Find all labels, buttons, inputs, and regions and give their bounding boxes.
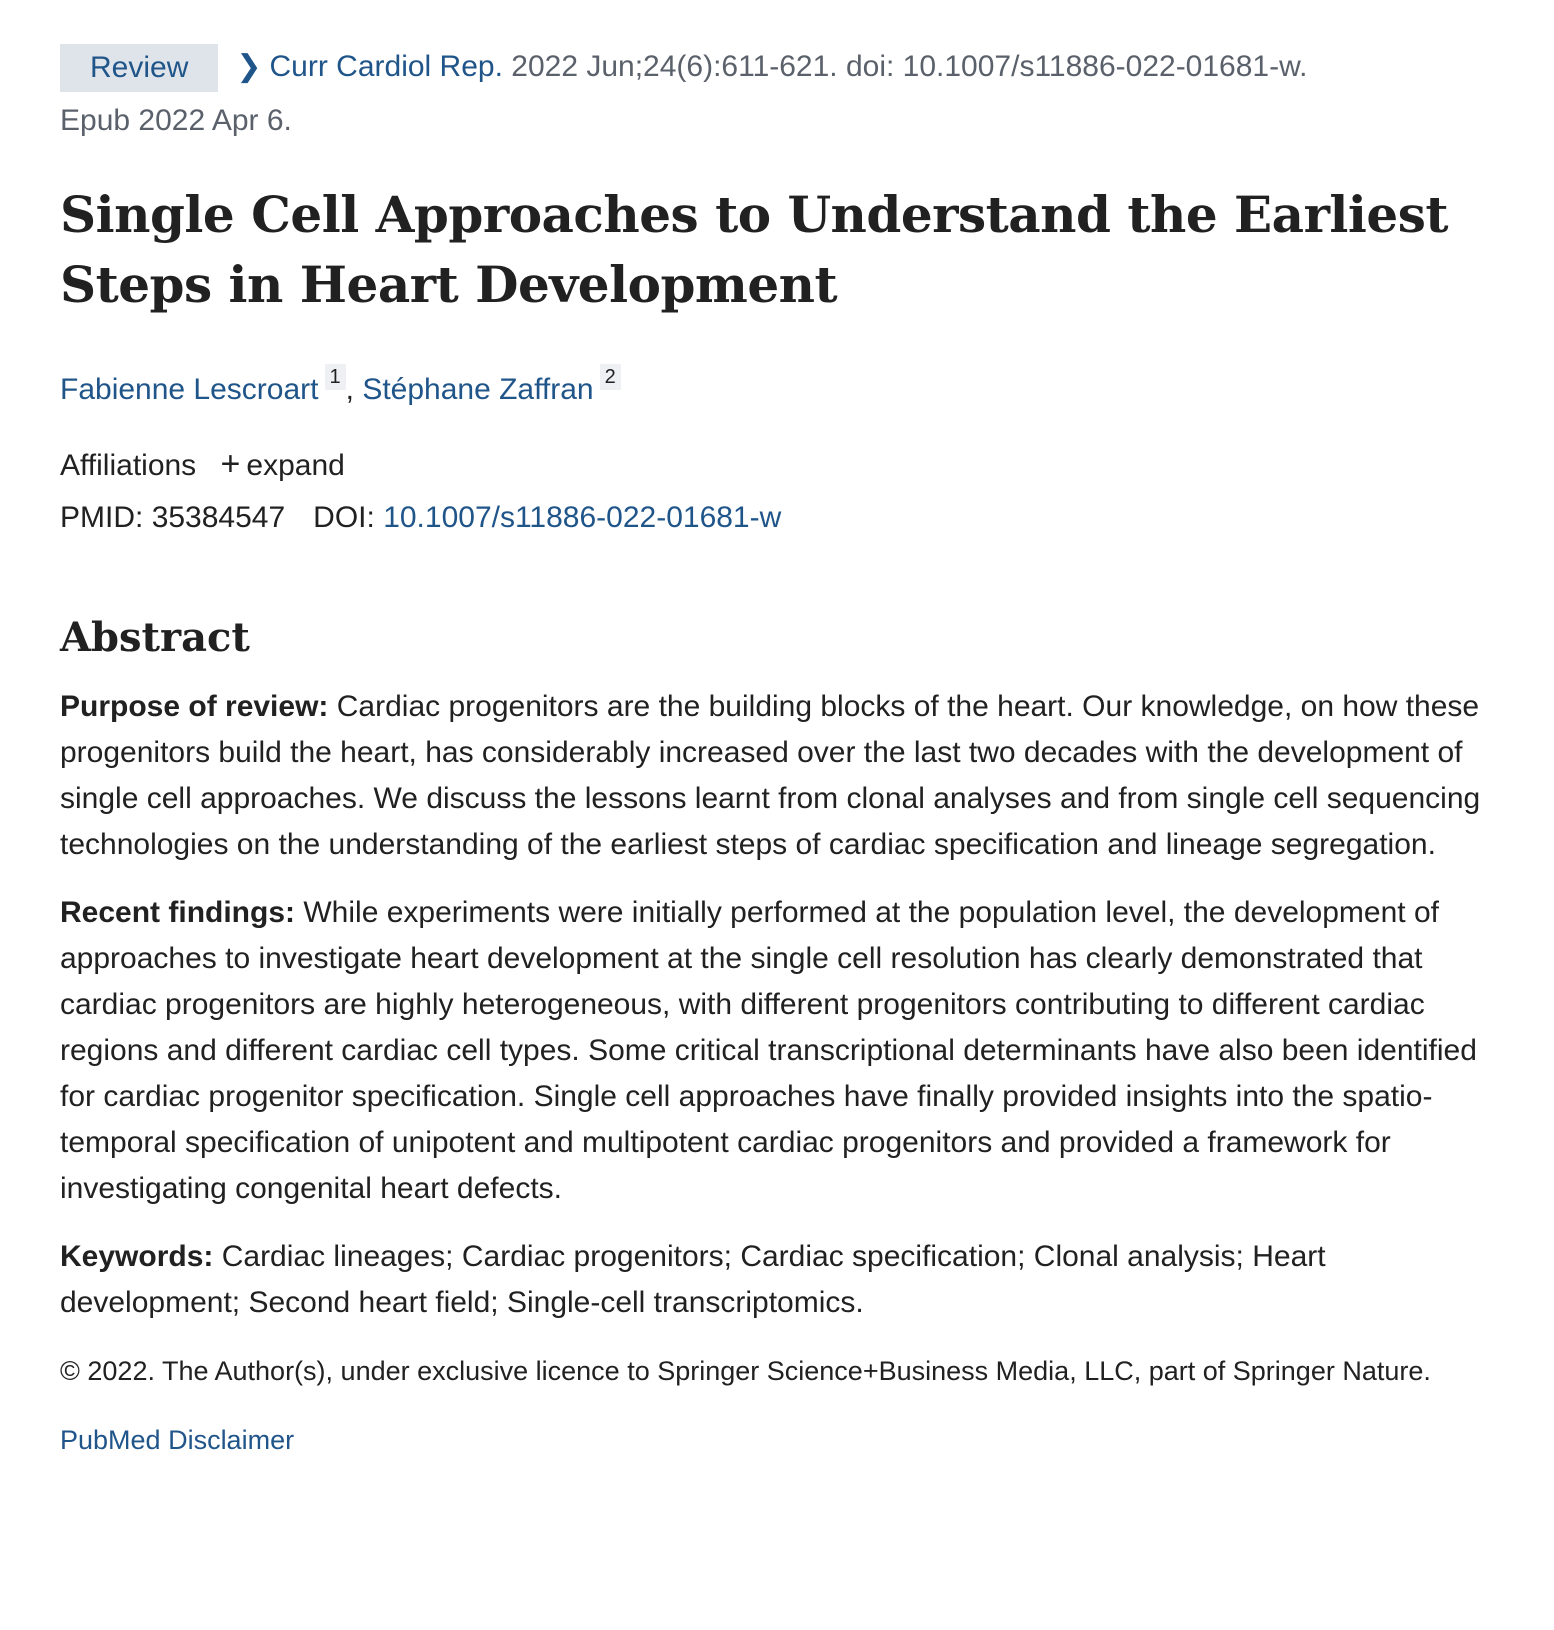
author-separator: ,	[345, 373, 354, 406]
citation-details: 2022 Jun;24(6):611-621. doi: 10.1007/s11886-022-01681-w.	[511, 50, 1308, 83]
journal-link[interactable]: Curr Cardiol Rep.	[269, 50, 503, 83]
keywords-text: Cardiac lineages; Cardiac progenitors; Cardiac specification; Clonal analysis; Heart development; Second heart field; Single-cell transcriptomics.	[60, 1240, 1326, 1319]
article-title: Single Cell Approaches to Understand the Earliest Steps in Heart Development	[60, 185, 1448, 314]
keywords-label: Keywords:	[60, 1240, 214, 1273]
findings-text: While experiments were initially performed at the population level, the development of approaches to investigate heart development at the single cell resolution has clearly demonstrated that cardiac progenitors are highly heterogeneous, with different progenitors contributing to different cardiac regions and different cardiac cell types. Some critical transcriptional determinants have also been identified for cardiac progenitor specification. Single cell approaches have finally provided insights into the spatio-temporal specification of unipotent and multipotent cardiac progenitors and provided a framework for investigating congenital heart defects.	[60, 896, 1477, 1205]
purpose-label: Purpose of review:	[60, 690, 329, 723]
findings-label: Recent findings:	[60, 896, 296, 929]
abstract-findings	[60, 890, 1494, 1212]
affiliation-ref-1[interactable]: 1	[325, 364, 346, 390]
expand-label: expand	[246, 449, 345, 482]
author-list	[60, 364, 1494, 412]
pmid-value: 35384547	[151, 501, 286, 534]
expand-affiliations-button[interactable]	[220, 445, 345, 483]
affiliations-label: Affiliations	[60, 449, 197, 482]
doi-link[interactable]: 10.1007/s11886-022-01681-w	[383, 501, 782, 534]
pubmed-disclaimer-link[interactable]: PubMed Disclaimer	[60, 1425, 295, 1455]
author-link-lescroart[interactable]: Fabienne Lescroart	[60, 373, 319, 406]
epub-date: Epub 2022 Apr 6.	[60, 104, 292, 137]
plus-icon: +	[220, 445, 241, 483]
doi-label: DOI:	[313, 501, 375, 534]
copyright-notice: © 2022. The Author(s), under exclusive licence to Springer Science+Business Media, LLC, part of Springer Nature.	[60, 1356, 1431, 1386]
chevron-right-icon: ❯	[236, 50, 262, 83]
affiliations-row	[60, 442, 1494, 488]
abstract-purpose	[60, 684, 1494, 868]
citation-line	[60, 38, 1494, 96]
identifiers-row	[60, 496, 1494, 540]
purpose-text: Cardiac progenitors are the building blocks of the heart. Our knowledge, on how these progenitors build the heart, has considerably increased over the last two decades with the development of single cell approaches. We discuss the lessons learnt from clonal analyses and from single cell sequencing technologies on the understanding of the earliest steps of cardiac specification and lineage segregation.	[60, 690, 1481, 861]
pmid-label: PMID:	[60, 501, 144, 534]
affiliation-ref-2[interactable]: 2	[600, 364, 621, 390]
author-link-zaffran[interactable]: Stéphane Zaffran	[362, 373, 594, 406]
abstract-keywords	[60, 1234, 1494, 1326]
abstract-heading: Abstract	[60, 614, 250, 661]
review-badge: Review	[60, 44, 218, 92]
